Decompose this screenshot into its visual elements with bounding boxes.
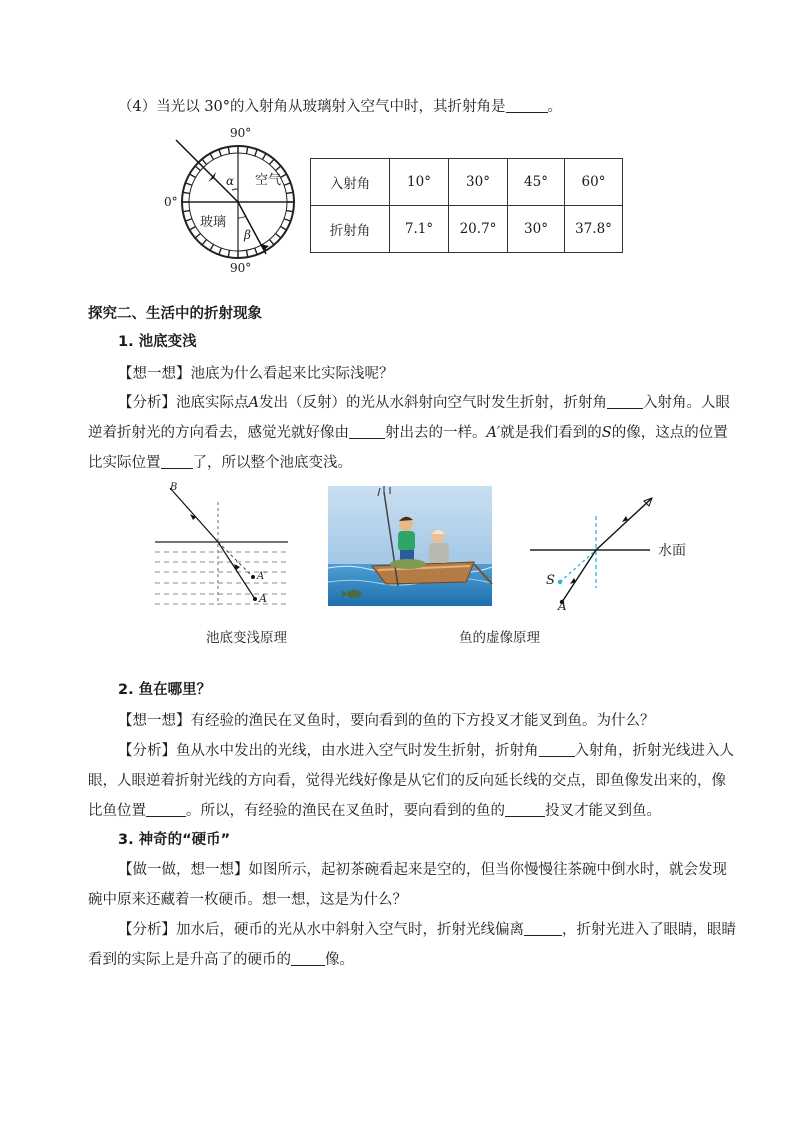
- table-row: [311, 159, 623, 206]
- protractor-tick: [228, 250, 229, 257]
- angle-table: [310, 158, 623, 253]
- protractor-tick: [280, 174, 286, 178]
- protractor-tick: [286, 192, 293, 193]
- protractor-tick: [270, 159, 275, 164]
- sub-3-do-line-2: 碗中原来还藏着一枚硬币。想一想，这是为什么？: [88, 892, 407, 908]
- sub-1-think: 【想一想】池底为什么看起来比实际浅呢？: [118, 366, 394, 382]
- sub-2-analysis-line-2: 眼，人眼逆着折射光线的方向看，觉得光线好像是从它们的反向延长线的交点，即鱼像发出来的，像: [88, 773, 726, 789]
- answer-blank: [146, 802, 186, 817]
- sub-1-analysis-line-1: 【分析】池底实际点A发出（反射）的光从水斜射向空气时发生折射，折射角 入射角。人眼: [118, 395, 730, 411]
- protractor-tick: [255, 149, 257, 156]
- answer-blank: [349, 424, 385, 439]
- table-cell: 30°: [508, 206, 565, 253]
- answer-blank: [607, 394, 643, 409]
- protractor-tick: [255, 248, 257, 255]
- sub-2-title: 2. 鱼在哪里？: [118, 682, 212, 698]
- table-row-header: 入射角: [311, 159, 390, 206]
- question-4-text: （4）当光以 30°的入射角从玻璃射入空气中时，其折射角是 。: [118, 99, 563, 115]
- label-90-bottom: 90°: [230, 261, 252, 275]
- protractor-tick: [228, 147, 229, 154]
- label-90-top: 90°: [230, 126, 252, 140]
- table-cell: 60°: [565, 159, 623, 206]
- table-cell: 30°: [449, 159, 508, 206]
- protractor-tick: [183, 211, 190, 212]
- label-beta: β: [244, 228, 251, 242]
- protractor-tick: [190, 227, 196, 231]
- label-glass: 玻璃: [200, 215, 227, 230]
- caption-fish: 鱼的虚像原理: [459, 630, 540, 646]
- protractor-tick: [284, 183, 291, 185]
- caption-pool: 池底变浅原理: [206, 630, 287, 646]
- pool-point-label: A: [259, 592, 267, 605]
- protractor-tick: [276, 234, 281, 239]
- sub-2-analysis-line-1: 【分析】鱼从水中发出的光线，由水进入空气时发生折射，折射角 入射角，折射光线进入人: [118, 743, 734, 759]
- sub-1-analysis-line-3: 比实际位置 了，所以整个池底变浅。: [88, 455, 352, 471]
- answer-blank: [291, 951, 325, 966]
- water-surface-label: 水面: [658, 543, 686, 559]
- sub-2-think: 【想一想】有经验的渔民在叉鱼时，要向看到的鱼的下方投叉才能叉到鱼。为什么？: [118, 713, 655, 729]
- protractor-tick: [202, 159, 207, 164]
- fish-image-diagram: [528, 488, 728, 613]
- protractor-tick: [190, 174, 196, 178]
- protractor-tick: [195, 234, 200, 239]
- answer-blank: [539, 742, 575, 757]
- table-cell: 45°: [508, 159, 565, 206]
- answer-blank: [161, 454, 193, 469]
- sub-1-title: 1. 池底变浅: [118, 334, 197, 350]
- table-row: [311, 206, 623, 253]
- pool-image-label: A′: [257, 571, 267, 582]
- sub-1-analysis-line-2: 逆着折射光的方向看去，感觉光就好像由 射出去的一样。A′就是我们看到的S的像，这点的位置: [88, 425, 728, 441]
- table-cell: 10°: [390, 159, 449, 206]
- protractor-tick: [284, 219, 291, 221]
- protractor-tick: [210, 154, 214, 160]
- protractor-tick: [263, 154, 267, 160]
- table-cell: 7.1°: [390, 206, 449, 253]
- table-cell: 37.8°: [565, 206, 623, 253]
- label-air: 空气: [255, 173, 282, 188]
- answer-blank: [524, 921, 562, 936]
- pool-diagram: [150, 480, 290, 610]
- protractor-tick: [202, 240, 207, 245]
- table-row-header: 折射角: [311, 206, 390, 253]
- table-cell: 20.7°: [449, 206, 508, 253]
- fisherman-boat-illustration: [328, 486, 492, 606]
- protractor-tick: [219, 248, 221, 255]
- protractor-tick: [183, 192, 190, 193]
- protractor-tick: [276, 166, 281, 171]
- protractor-tick: [195, 166, 200, 171]
- protractor-diagram: [160, 126, 310, 276]
- protractor-tick: [280, 227, 286, 231]
- protractor-tick: [185, 183, 192, 185]
- pool-eye-label: B: [170, 482, 178, 493]
- protractor-tick: [286, 211, 293, 212]
- answer-blank: [506, 98, 548, 113]
- sub-3-analysis-line-2: 看到的实际上是升高了的硬币的 像。: [88, 952, 354, 968]
- sub-2-analysis-line-3: 比鱼位置 。所以，有经验的渔民在叉鱼时，要向看到的鱼的 投叉才能叉到鱼。: [88, 803, 661, 819]
- answer-blank: [505, 802, 545, 817]
- protractor-tick: [185, 219, 192, 221]
- protractor-tick: [247, 250, 248, 257]
- protractor-tick: [270, 240, 275, 245]
- sub-3-analysis-line-1: 【分析】加水后，硬币的光从水中斜射入空气时，折射光线偏离 ，折射光进入了眼睛，眼睛: [118, 922, 736, 938]
- sub-3-do: 【做一做，想一想】如图所示，起初茶碗看起来是空的，但当你慢慢往茶碗中倒水时，就会发现: [118, 862, 727, 878]
- label-0: 0°: [164, 195, 178, 209]
- fish-image-label: S: [546, 573, 555, 588]
- protractor-tick: [247, 147, 248, 154]
- fish-point-label: A: [558, 599, 567, 613]
- section-2-title: 探究二、生活中的折射现象: [88, 306, 262, 322]
- label-alpha: α: [226, 174, 235, 188]
- protractor-tick: [210, 244, 214, 250]
- protractor-tick: [219, 149, 221, 156]
- sub-3-title: 3. 神奇的“硬币”: [118, 832, 231, 848]
